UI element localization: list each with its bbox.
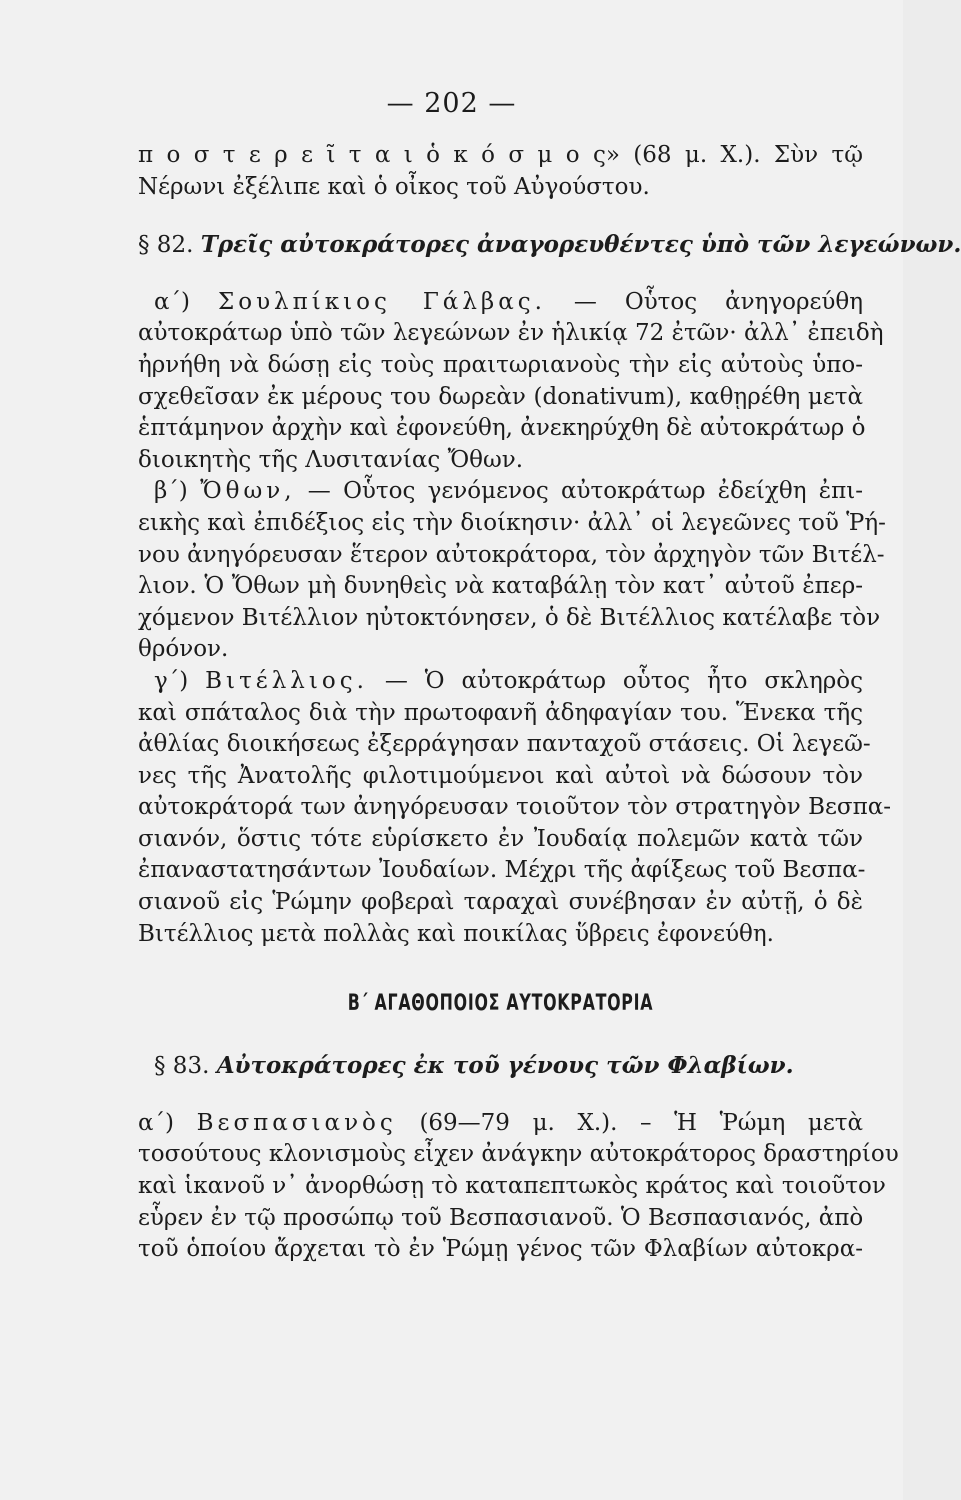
text-line: λιον. Ὁ Ὄθων μὴ δυνηθεὶς νὰ καταβάλῃ τὸν κατ᾽ αὐτοῦ ἐπερ- [138, 573, 863, 600]
text-line: π ο σ τ ε ρ ε ῖ τ α ι ὁ κ ό σ μ ο ς» (68 μ. Χ.). Σὺν τῷ [138, 142, 863, 168]
text-fragment: (69—79 μ. Χ.). – Ἡ Ῥώμη μετὰ [419, 1109, 864, 1136]
text-line [138, 476, 863, 508]
text-line: καὶ ἱκανοῦ ν᾽ ἀνορθώσῃ τὸ καταπεπτωκὸς κράτος καὶ τοιοῦτον [138, 1173, 886, 1200]
text-line: ἐπαναστατησάντων Ἰουδαίων. Μέχρι τῆς ἀφίξεως τοῦ Βεσπα- [138, 857, 866, 884]
text-fragment: — Οὗτος γενόμενος αὐτοκράτωρ ἐδείχθη ἐπι- [307, 478, 863, 505]
text-line: αὐτοκράτωρ ὑπὸ τῶν λεγεώνων ἐν ἡλικίᾳ 72 ἐτῶν· ἀλλ᾽ ἐπειδὴ [138, 320, 884, 347]
section-title-text: Αὐτοκράτορες ἐκ τοῦ γένους τῶν Φλαβίων. [216, 1052, 794, 1080]
text-line: Βιτέλλιος μετὰ πολλὰς καὶ ποικίλας ὕβρεις ἐφονεύθη. [138, 920, 774, 947]
section-82-title [138, 229, 961, 261]
page-body [138, 140, 961, 1266]
text-line [138, 666, 863, 698]
text-line: σιανόν, ὅστις τότε εὑρίσκετο ἐν Ἰουδαίᾳ πολεμῶν κατὰ τῶν [138, 825, 863, 852]
section-number: § 83. [154, 1053, 210, 1080]
text-fragment: — Οὗτος ἀνηγορεύθη [573, 288, 864, 315]
text-line: τοσούτους κλονισμοὺς εἶχεν ἀνάγκην αὐτοκράτορος δραστηρίου [138, 1141, 899, 1168]
text-line: εικὴς καὶ ἐπιδέξιος εἰς τὴν διοίκησιν· ἀλλ᾽ οἱ λεγεῶνες τοῦ Ῥή- [138, 509, 886, 536]
text-line: θρόνον. [138, 636, 229, 663]
section-83-title [138, 1050, 863, 1082]
section-title-text: Τρεῖς αὐτοκράτορες ἀναγορευθέντες ὑπὸ τῶν λεγεώνων. [200, 231, 961, 259]
item-marker: γ΄) [154, 667, 189, 694]
item-marker: α΄) [154, 288, 191, 315]
section-number: § 82. [138, 232, 194, 259]
text-line: σχεθεῖσαν ἐκ μέρους του δωρεὰν (donativum), καθῃρέθη μετὰ [138, 383, 863, 410]
emperor-name: Ὄθων, [200, 478, 296, 505]
text-line: σιανοῦ εἰς Ῥώμην φοβεραὶ ταραχαὶ συνέβησαν ἐν αὐτῇ, ὁ δὲ [138, 889, 863, 916]
text-fragment: — Ὁ αὐτοκράτωρ οὗτος ἦτο σκληρὸς [384, 667, 864, 694]
text-line: διοικητὴς τῆς Λυσιτανίας Ὄθων. [138, 446, 524, 473]
text-line: ἑπτάμηνον ἀρχὴν καὶ ἐφονεύθη, ἀνεκηρύχθη δὲ αὐτοκράτωρ ὁ [138, 415, 866, 442]
text-line: ἀθλίας διοικήσεως ἐξερράγησαν πανταχοῦ στάσεις. Οἱ λεγεῶ- [138, 731, 871, 758]
emperor-name: Σουλπίκιος Γάλβας. [217, 288, 546, 315]
text-line: αὐτοκράτορά των ἀνηγόρευσαν τοιοῦτον τὸν στρατηγὸν Βεσπα- [138, 794, 892, 821]
page-number: — 202 — [386, 88, 517, 119]
text-line: ἠρνήθη νὰ δώσῃ εἰς τοὺς πραιτωριανοὺς τὴν εἰς αὐτοὺς ὑπο- [138, 351, 863, 378]
text-line: εὗρεν ἐν τῷ προσώπῳ τοῦ Βεσπασιανοῦ. Ὁ Βεσπασιανός, ἀπὸ [138, 1204, 864, 1231]
emperor-name: Βεσπασιανὸς [196, 1109, 397, 1136]
chapter-heading: Β΄ ΑΓΑΘΟΠΟΙΟΣ ΑΥΤΟΚΡΑΤΟΡΙΑ [347, 991, 654, 1017]
text-line: καὶ σπάταλος διὰ τὴν πρωτοφανῆ ἀδηφαγίαν του. Ἕνεκα τῆς [138, 699, 863, 726]
text-line: νου ἀνηγόρευσαν ἕτερον αὐτοκράτορα, τὸν ἀρχηγὸν τῶν Βιτέλ- [138, 541, 885, 568]
item-marker: α΄) [138, 1109, 175, 1136]
text-line [138, 287, 863, 319]
text-line: τοῦ ὁποίου ἄρχεται τὸ ἐν Ῥώμῃ γένος τῶν Φλαβίων αὐτοκρα- [138, 1236, 863, 1263]
text-line [138, 1108, 863, 1140]
text-line: νες τῆς Ἀνατολῆς φιλοτιμούμενοι καὶ αὐτοὶ νὰ δώσουν τὸν [138, 762, 863, 789]
text-line: Νέρωνι ἐξέλιπε καὶ ὁ οἶκος τοῦ Αὐγούστου. [138, 173, 650, 200]
emperor-name: Βιτέλλιος. [205, 667, 368, 694]
text-line: χόμενον Βιτέλλιον ηὐτοκτόνησεν, ὁ δὲ Βιτέλλιος κατέλαβε τὸν [138, 604, 881, 631]
item-marker: β΄) [154, 478, 188, 505]
